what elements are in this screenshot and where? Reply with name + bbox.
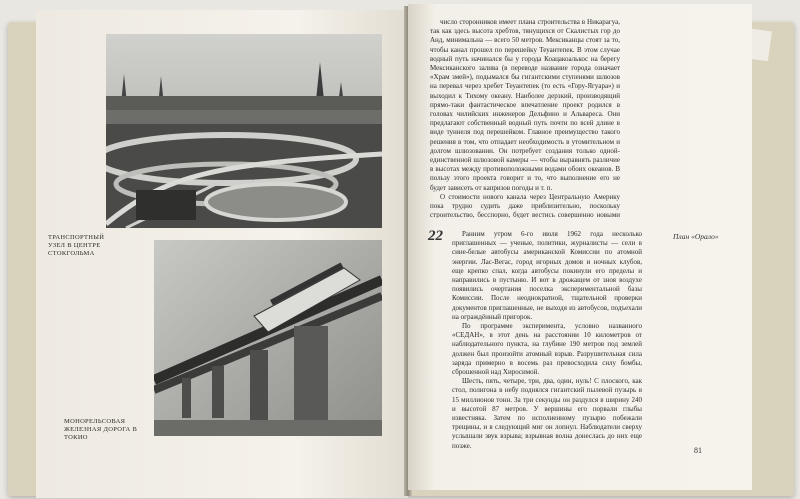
photo-tokyo-monorail (154, 240, 382, 436)
bottom-text-column (452, 230, 642, 450)
photo-stockholm-interchange (106, 34, 382, 228)
top-text-column (430, 18, 620, 218)
chapter-number: 22 (428, 228, 443, 244)
left-page (36, 10, 408, 498)
photo-top-caption: ТРАНСПОРТНЫЙ УЗЕЛ В ЦЕНТРЕ СТОКГОЛЬМА (48, 234, 105, 257)
paragraph: число сторонников имеет плана строительства в Никарагуа, так как здесь высота хребтов, тянущихся от Скалистых гор до Анд, минимальна — всего 50 метров. Мексиканцы стоят за то, чтобы канал прошел по перешейку Теуантепек. В этом случае водный путь начинался бы у города Коацакоалькос на берегу Мексиканского залива (в переводе название города означает «Храм змей»), подымался бы гигантскими ступенями шлюзов на перевал через хребет Теуантепек (то есть «Гору-Ягуара») и выходил к Тихому океану. Наиболее дерзкий, производящий прямо-таки фантастическое впечатление проект родился в головах чилийских инженеров Дельфино и Альвареса. Они предлагают собственный водный путь почти по всей длине в виде туннеля под перешейком. Главное преимущество такого решения в том, что отпадает необходимость в утомительном и долгом шлюзовании. Он потребует создания только одной-единственной шлюзовой камеры — чтобы выравнять различие в высотах между противоположными водами обоих океанов. В пользу этого проекта говорит и то, что выполнение его не будет зависеть от капризов погоды и т. п. (430, 18, 620, 192)
photo-bottom-caption: МОНОРЕЛЬСОВАЯ ЖЕЛЕЗНАЯ ДОРОГА В ТОКИО (64, 418, 138, 441)
page-number: 81 (694, 446, 702, 455)
paragraph: Шесть, пять, четыре, три, два, один, нуль! С плоского, как стол, полигона в небу поднялся гигантский пылевой пузырь в 15 миллионов тонн. За три секунды он раздулся в ширину 240 и высотой 87 метров. У вершины его порвали глыбы известняка. Затем по исполненному пузырю побежали трещины, и в следующий миг он лопнул. Наблюдатели сверху услышали звук взрыва; взрывная волна донеслась до них еще позже. (452, 377, 642, 450)
side-caption: План «Орало» (673, 232, 719, 241)
paragraph: По программе эксперимента, условно названного «СЕДАН», в этот день на расстоянии 10 километров от наблюдательного пункта, на глубине 190 метров под землей должен был произойти атомный взрыв. Разрушительная сила заряда примерно в восемь раз превосходила силу бомбы, сброшенной над Хиросимой. (452, 322, 642, 377)
paragraph: Ранним утром 6-го июля 1962 года несколько приглашенных — ученые, политики, журналисты — сели в сине-белые автобусы американской Комиссии по атомной энергии. Лас-Вегас, город игорных домов и ночных клубов, еще крепко спал, когда автобусы покинули его пределы и направились в пустыню. И вот в дрожащем от зноя воздухе появились очертания поселка экспериментальной базы Комиссии. После неоднократной, тщательной проверки документов приглашенные, не выходя из автобусов, подъехали на ограждённый пригорок. (452, 230, 642, 321)
paragraph: О стоимости нового канала через Центральную Америку пока трудно судить даже приблизительно, поскольку строительство, бесспорно, будет вестись совершенно новыми (430, 192, 620, 218)
right-page (408, 4, 752, 490)
